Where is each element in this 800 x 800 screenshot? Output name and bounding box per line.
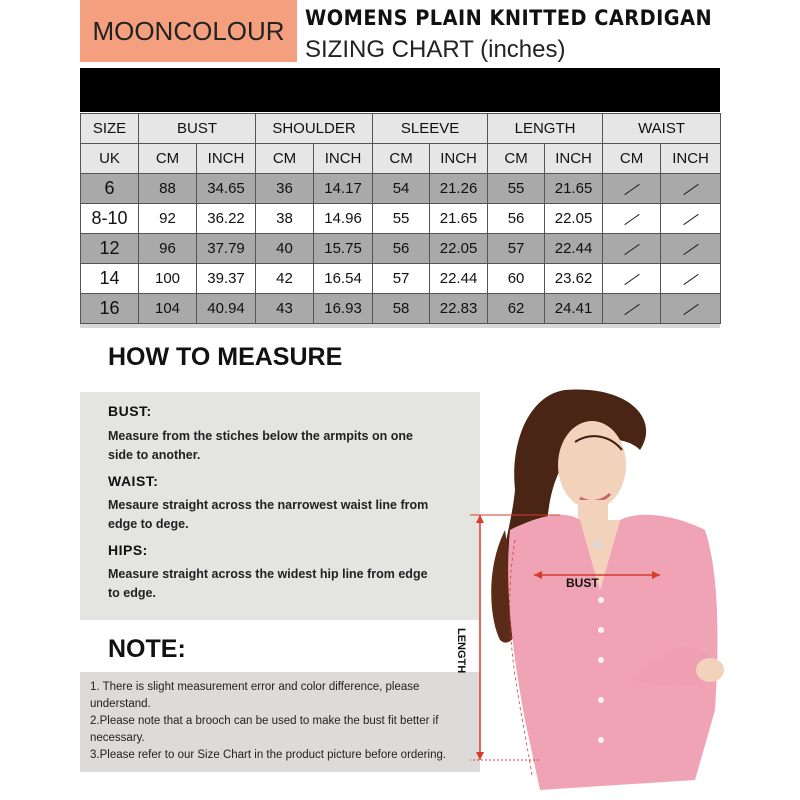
size-cell: 12 [81, 234, 139, 264]
waist-empty-cell [661, 174, 721, 204]
unit-header: INCH [197, 144, 256, 174]
table-row [81, 294, 721, 324]
not-applicable-slash [624, 273, 639, 284]
measurement-cell: 24.41 [545, 294, 603, 324]
measurement-cell: 37.79 [197, 234, 256, 264]
size-sub-header: UK [81, 144, 139, 174]
note-text [90, 679, 480, 764]
unit-header: INCH [314, 144, 373, 174]
measurement-cell: 21.65 [430, 204, 488, 234]
measurement-cell: 36.22 [197, 204, 256, 234]
hips-instructions: Measure straight across the widest hip line from edge to edge. [108, 567, 428, 600]
group-header: WAIST [603, 114, 721, 144]
unit-header: CM [139, 144, 197, 174]
unit-header: CM [256, 144, 314, 174]
measurement-cell: 38 [256, 204, 314, 234]
group-header: LENGTH [488, 114, 603, 144]
measurement-cell: 104 [139, 294, 197, 324]
measurement-cell: 54 [373, 174, 430, 204]
measurement-cell: 40.94 [197, 294, 256, 324]
product-title: WOMENS PLAIN KNITTED CARDIGAN [305, 6, 713, 30]
measurement-cell: 57 [488, 234, 545, 264]
measurement-cell: 15.75 [314, 234, 373, 264]
waist-empty-cell [661, 234, 721, 264]
table-row [81, 234, 721, 264]
measurement-cell: 23.62 [545, 264, 603, 294]
measurement-cell: 22.83 [430, 294, 488, 324]
bust-label: BUST [566, 576, 599, 590]
table-row [81, 204, 721, 234]
waist-instructions: Mesaure straight across the narrowest waist line from edge to dege. [108, 498, 429, 531]
size-header: SIZE [81, 114, 139, 144]
measurement-cell: 100 [139, 264, 197, 294]
size-cell: 6 [81, 174, 139, 204]
how-to-measure-heading: HOW TO MEASURE [108, 343, 343, 371]
not-applicable-slash [683, 303, 698, 314]
table-header-groups [81, 114, 721, 144]
note-heading: NOTE: [108, 635, 186, 663]
table-row [81, 174, 721, 204]
unit-header: CM [488, 144, 545, 174]
not-applicable-slash [624, 303, 639, 314]
not-applicable-slash [683, 213, 698, 224]
unit-header: INCH [661, 144, 721, 174]
measurement-cell: 56 [373, 234, 430, 264]
unit-header: CM [373, 144, 430, 174]
waist-empty-cell [603, 174, 661, 204]
measurement-cell: 96 [139, 234, 197, 264]
waist-empty-cell [603, 234, 661, 264]
group-header: BUST [139, 114, 256, 144]
measurement-cell: 22.05 [430, 234, 488, 264]
measurement-cell: 36 [256, 174, 314, 204]
size-cell: 14 [81, 264, 139, 294]
measurement-cell: 88 [139, 174, 197, 204]
measurement-cell: 92 [139, 204, 197, 234]
not-applicable-slash [683, 243, 698, 254]
waist-heading: WAIST: [108, 473, 159, 489]
brand-logo: MOONCOLOUR [80, 0, 297, 62]
measurement-cell: 57 [373, 264, 430, 294]
group-header: SHOULDER [256, 114, 373, 144]
measurement-cell: 60 [488, 264, 545, 294]
group-header: SLEEVE [373, 114, 488, 144]
bust-heading: BUST: [108, 403, 152, 419]
note-line-1: 1. There is slight measurement error and color difference, please understand. [90, 681, 420, 710]
measurement-cell: 56 [488, 204, 545, 234]
measurement-cell: 42 [256, 264, 314, 294]
hips-heading: HIPS: [108, 542, 148, 558]
not-applicable-slash [683, 273, 698, 284]
not-applicable-slash [624, 183, 639, 194]
measurement-cell: 22.44 [545, 234, 603, 264]
measurement-cell: 14.96 [314, 204, 373, 234]
size-cell: 16 [81, 294, 139, 324]
measurement-cell: 21.65 [545, 174, 603, 204]
size-cell: 8-10 [81, 204, 139, 234]
waist-empty-cell [661, 204, 721, 234]
length-label: LENGTH [455, 628, 467, 674]
note-line-2: 2.Please note that a brooch can be used to make the bust fit better if necessary. [90, 715, 439, 744]
measurement-cell: 40 [256, 234, 314, 264]
measurement-cell: 39.37 [197, 264, 256, 294]
waist-empty-cell [603, 204, 661, 234]
measurement-cell: 21.26 [430, 174, 488, 204]
chart-subtitle: SIZING CHART (inches) [305, 36, 566, 63]
header-band [80, 68, 720, 112]
measurement-cell: 16.54 [314, 264, 373, 294]
measurement-cell: 62 [488, 294, 545, 324]
measurement-cell: 58 [373, 294, 430, 324]
waist-empty-cell [603, 264, 661, 294]
size-chart-table [80, 113, 720, 324]
unit-header: CM [603, 144, 661, 174]
waist-empty-cell [661, 264, 721, 294]
waist-empty-cell [603, 294, 661, 324]
measurement-cell: 22.44 [430, 264, 488, 294]
not-applicable-slash [624, 243, 639, 254]
measurement-cell: 43 [256, 294, 314, 324]
divider-strip [80, 324, 720, 328]
measurement-cell: 55 [488, 174, 545, 204]
not-applicable-slash [683, 183, 698, 194]
measurement-cell: 14.17 [314, 174, 373, 204]
not-applicable-slash [624, 213, 639, 224]
size-rows [81, 174, 721, 324]
measurement-cell: 55 [373, 204, 430, 234]
measurement-cell: 16.93 [314, 294, 373, 324]
unit-header: INCH [430, 144, 488, 174]
table-header-units [81, 144, 721, 174]
note-line-3: 3.Please refer to our Size Chart in the product picture before ordering. [90, 749, 447, 761]
table-row [81, 264, 721, 294]
measurement-cell: 22.05 [545, 204, 603, 234]
waist-empty-cell [661, 294, 721, 324]
measurement-cell: 34.65 [197, 174, 256, 204]
model-cardigan-illustration [470, 380, 730, 800]
bust-instructions: Measure from the stiches below the armpits on one side to another. [108, 429, 413, 462]
unit-header: INCH [545, 144, 603, 174]
